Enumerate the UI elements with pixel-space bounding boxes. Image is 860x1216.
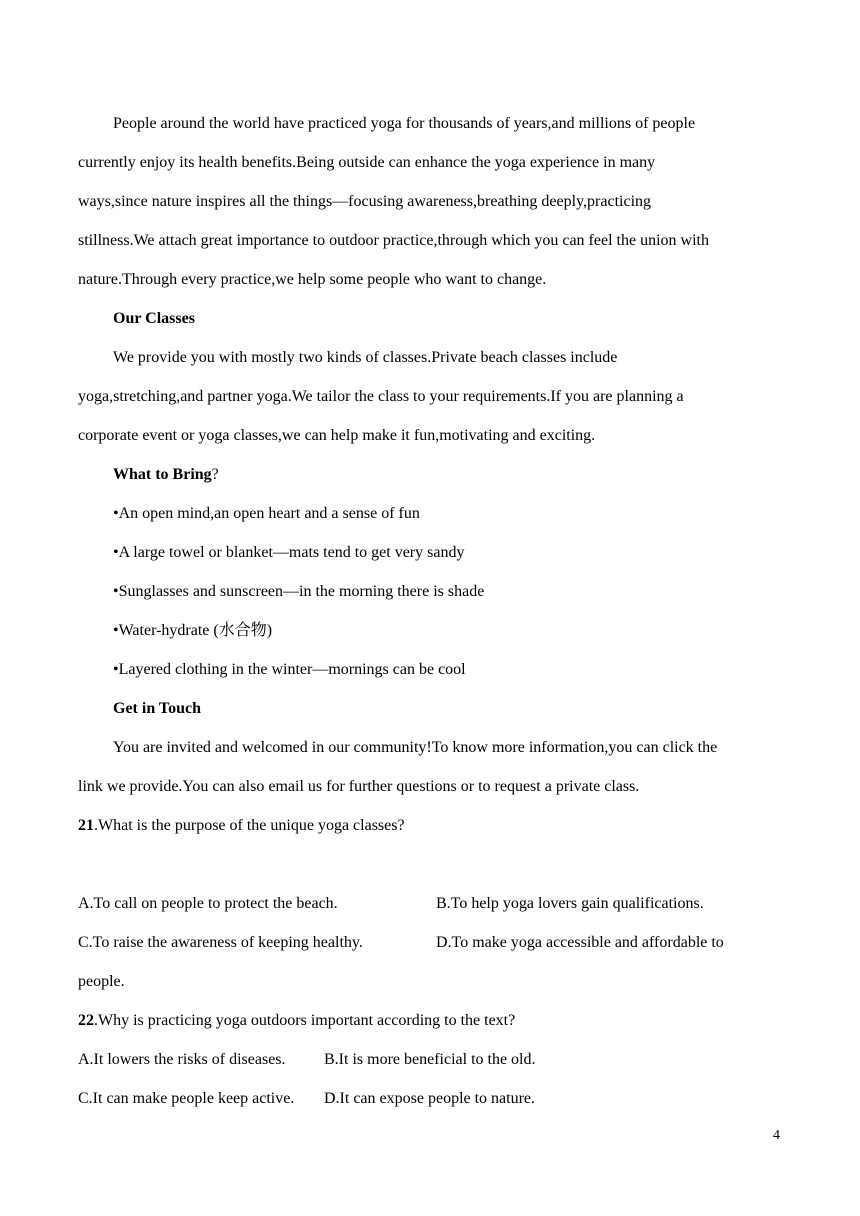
bring-item: •An open mind,an open heart and a sense of fun [113, 505, 420, 522]
bring-item: •Water-hydrate (水合物) [113, 622, 273, 639]
classes-line: corporate event or yoga classes,we can help make it fun,motivating and exciting. [78, 427, 596, 444]
bring-heading-suffix: ? [211, 466, 219, 483]
question-22-text: .Why is practicing yoga outdoors important according to the text? [94, 1012, 516, 1029]
bring-heading-line [113, 465, 219, 485]
question-21 [78, 816, 405, 836]
q22-option-a: A.It lowers the risks of diseases. [78, 1051, 286, 1068]
q22-option-c: C.It can make people keep active. [78, 1090, 295, 1107]
classes-line: We provide you with mostly two kinds of classes.Private beach classes include [113, 349, 618, 366]
touch-heading: Get in Touch [113, 700, 202, 717]
bring-item: •Sunglasses and sunscreen—in the morning there is shade [113, 583, 485, 600]
q21-option-b: B.To help yoga lovers gain qualifications. [436, 895, 704, 912]
bring-item: •A large towel or blanket—mats tend to get very sandy [113, 544, 465, 561]
classes-line: yoga,stretching,and partner yoga.We tailor the class to your requirements.If you are planning a [78, 388, 684, 405]
q22-option-b: B.It is more beneficial to the old. [324, 1051, 536, 1068]
q21-option-a: A.To call on people to protect the beach. [78, 895, 338, 912]
question-22 [78, 1011, 515, 1031]
bring-item: •Layered clothing in the winter—mornings can be cool [113, 661, 466, 678]
q21-option-d-continued: people. [78, 973, 125, 990]
q22-option-d: D.It can expose people to nature. [324, 1090, 536, 1107]
question-22-number: 22 [78, 1012, 94, 1029]
question-21-text: .What is the purpose of the unique yoga classes? [94, 817, 405, 834]
intro-line: stillness.We attach great importance to outdoor practice,through which you can feel the union with [78, 232, 709, 249]
q21-option-c: C.To raise the awareness of keeping healthy. [78, 934, 363, 951]
intro-line: ways,since nature inspires all the things—focusing awareness,breathing deeply,practicing [78, 193, 652, 210]
intro-line: People around the world have practiced yoga for thousands of years,and millions of people [113, 115, 696, 132]
intro-line: nature.Through every practice,we help some people who want to change. [78, 271, 547, 288]
touch-line: link we provide.You can also email us for further questions or to request a private class. [78, 778, 640, 795]
intro-line: currently enjoy its health benefits.Being outside can enhance the yoga experience in many [78, 154, 656, 171]
touch-line: You are invited and welcomed in our community!To know more information,you can click the [113, 739, 718, 756]
classes-heading: Our Classes [113, 310, 195, 327]
q21-option-d: D.To make yoga accessible and affordable to [436, 934, 724, 951]
page-number: 4 [773, 1128, 780, 1143]
question-21-number: 21 [78, 817, 94, 834]
bring-heading: What to Bring [113, 466, 212, 483]
